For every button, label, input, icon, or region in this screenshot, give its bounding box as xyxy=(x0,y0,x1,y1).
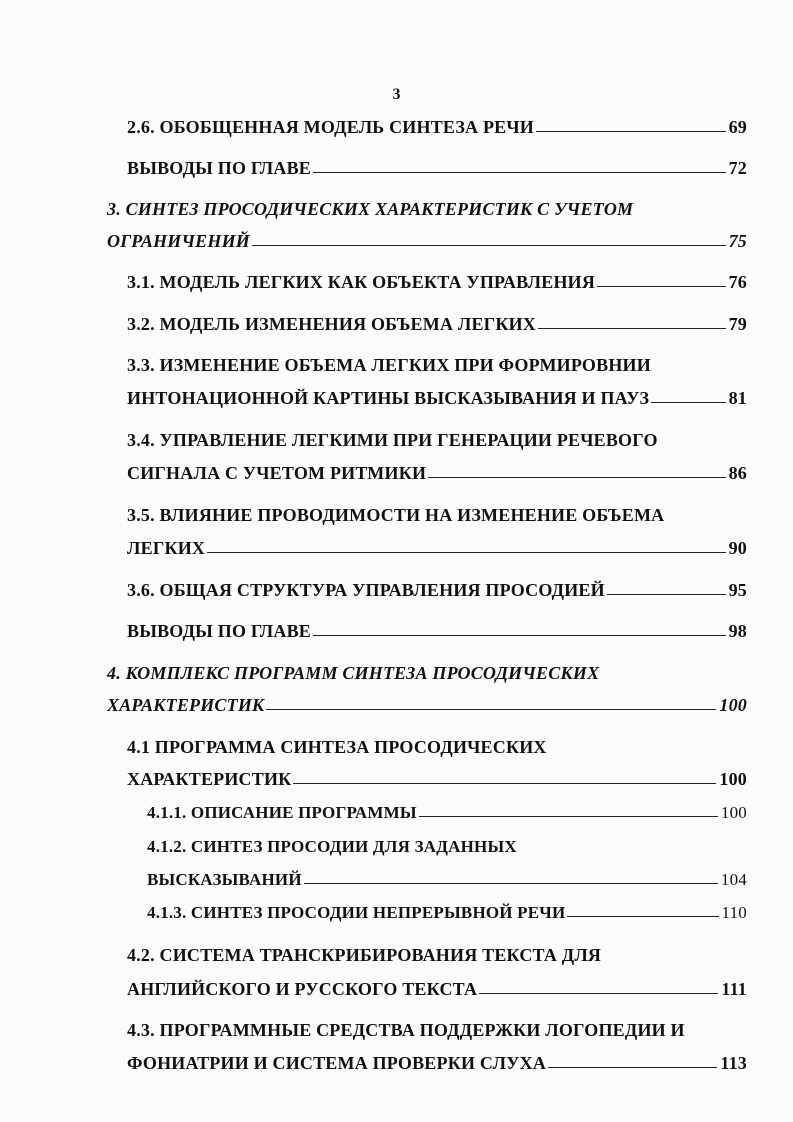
toc-entry-4-1-line1 xyxy=(127,737,547,758)
toc-leader xyxy=(313,635,726,636)
toc-leader xyxy=(252,245,726,246)
toc-leader xyxy=(597,286,726,287)
toc-leader xyxy=(304,883,718,884)
toc-leader xyxy=(607,594,726,595)
toc-entry-chapter-4-line1 xyxy=(107,663,599,684)
toc-entry-3-1 xyxy=(127,272,747,293)
toc-entry-4-3 xyxy=(127,1053,747,1074)
toc-entry-3-4 xyxy=(127,463,747,484)
toc-entry-title: ВЫВОДЫ ПО ГЛАВЕ xyxy=(127,621,312,641)
toc-entry-3-3 xyxy=(127,388,747,409)
toc-entry-conclusions-2 xyxy=(127,158,747,179)
toc-page-number: 79 xyxy=(728,314,747,334)
toc-entry-3-6 xyxy=(127,580,747,601)
toc-page-number: 113 xyxy=(720,1053,747,1073)
toc-leader xyxy=(536,131,726,132)
toc-entry-4-1-2-line1 xyxy=(147,837,517,857)
toc-page-number: 95 xyxy=(728,580,747,600)
toc-entry-title-cont: АНГЛИЙСКОГО И РУССКОГО ТЕКСТА xyxy=(127,979,478,999)
toc-leader xyxy=(419,816,718,817)
toc-page-number: 100 xyxy=(719,769,747,789)
toc-leader xyxy=(293,783,716,784)
toc-entry-title-cont: ХАРАКТЕРИСТИК xyxy=(127,769,292,789)
toc-page-number: 111 xyxy=(721,979,747,999)
toc-entry-2-6 xyxy=(127,117,747,138)
toc-leader xyxy=(266,709,716,710)
toc-page-number: 90 xyxy=(728,538,747,558)
toc-entry-3-2 xyxy=(127,314,747,335)
toc-page-number: 86 xyxy=(728,463,747,483)
toc-entry-title-cont: ОГРАНИЧЕНИЙ xyxy=(107,231,250,251)
toc-entry-title-cont: ЛЕГКИХ xyxy=(127,538,206,558)
toc-page-number: 75 xyxy=(728,231,747,251)
toc-page-number: 98 xyxy=(728,621,747,641)
toc-entry-title-cont: СИГНАЛА С УЧЕТОМ РИТМИКИ xyxy=(127,463,427,483)
toc-entry-title: 4.1.3. СИНТЕЗ ПРОСОДИИ НЕПРЕРЫВНОЙ РЕЧИ xyxy=(147,903,566,922)
toc-entry-4-1-3 xyxy=(147,903,747,923)
page-number: 3 xyxy=(392,86,401,103)
toc-entry-4-3-line1 xyxy=(127,1020,685,1041)
toc-page-number: 69 xyxy=(728,117,747,137)
toc-leader xyxy=(548,1067,717,1068)
toc-entry-title: 3.4. УПРАВЛЕНИЕ ЛЕГКИМИ ПРИ ГЕНЕРАЦИИ РЕЧЕВОГО xyxy=(127,430,658,450)
toc-entry-title: 4.2. СИСТЕМА ТРАНСКРИБИРОВАНИЯ ТЕКСТА ДЛЯ xyxy=(127,945,602,965)
toc-entry-chapter-3 xyxy=(107,231,747,252)
toc-leader xyxy=(479,993,718,994)
toc-entry-title-cont: ИНТОНАЦИОННОЙ КАРТИНЫ ВЫСКАЗЫВАНИЯ И ПАУЗ xyxy=(127,388,650,408)
toc-entry-3-4-line1 xyxy=(127,430,658,451)
toc-entry-title: 3.1. МОДЕЛЬ ЛЕГКИХ КАК ОБЪЕКТА УПРАВЛЕНИЯ xyxy=(127,272,596,292)
toc-entry-title: 4.3. ПРОГРАММНЫЕ СРЕДСТВА ПОДДЕРЖКИ ЛОГОПЕДИИ И xyxy=(127,1020,685,1040)
toc-page-number: 81 xyxy=(728,388,747,408)
toc-entry-title-cont: ВЫСКАЗЫВАНИЙ xyxy=(147,870,302,889)
toc-entry-3-5-line1 xyxy=(127,505,664,526)
toc-entry-title: 4. КОМПЛЕКС ПРОГРАММ СИНТЕЗА ПРОСОДИЧЕСКИХ xyxy=(107,663,600,683)
toc-entry-3-5 xyxy=(127,538,747,559)
toc-entry-3-3-line1 xyxy=(127,355,651,376)
toc-entry-title: 4.1 ПРОГРАММА СИНТЕЗА ПРОСОДИЧЕСКИХ xyxy=(127,737,547,757)
toc-entry-title: 2.6. ОБОБЩЕННАЯ МОДЕЛЬ СИНТЕЗА РЕЧИ xyxy=(127,117,534,137)
toc-entry-chapter-3-line1 xyxy=(107,199,633,220)
toc-leader xyxy=(207,552,725,553)
toc-leader xyxy=(538,328,726,329)
toc-entry-title: 3.3. ИЗМЕНЕНИЕ ОБЪЕМА ЛЕГКИХ ПРИ ФОРМИРОВНИИ xyxy=(127,355,651,375)
toc-entry-4-2-line1 xyxy=(127,945,601,966)
toc-page-number: 72 xyxy=(728,158,747,178)
toc-page-number: 110 xyxy=(721,903,747,922)
toc-entry-title: ВЫВОДЫ ПО ГЛАВЕ xyxy=(127,158,312,178)
toc-leader xyxy=(428,477,725,478)
toc-entry-title-cont: ФОНИАТРИИ И СИСТЕМА ПРОВЕРКИ СЛУХА xyxy=(127,1053,547,1073)
toc-entry-4-1-1 xyxy=(147,803,747,823)
toc-entry-title: 3.5. ВЛИЯНИЕ ПРОВОДИМОСТИ НА ИЗМЕНЕНИЕ ОБЪЕМА xyxy=(127,505,665,525)
toc-entry-4-1-2 xyxy=(147,870,747,890)
toc-entry-title: 3. СИНТЕЗ ПРОСОДИЧЕСКИХ ХАРАКТЕРИСТИК С УЧЕТОМ xyxy=(107,199,634,219)
toc-entry-title: 4.1.1. ОПИСАНИЕ ПРОГРАММЫ xyxy=(147,803,417,822)
toc-page-number: 100 xyxy=(719,695,747,715)
toc-entry-conclusions-3 xyxy=(127,621,747,642)
toc-entry-title: 3.2. МОДЕЛЬ ИЗМЕНЕНИЯ ОБЪЕМА ЛЕГКИХ xyxy=(127,314,536,334)
toc-leader xyxy=(313,172,726,173)
toc-entry-title: 3.6. ОБЩАЯ СТРУКТУРА УПРАВЛЕНИЯ ПРОСОДИЕЙ xyxy=(127,580,605,600)
toc-entry-title-cont: ХАРАКТЕРИСТИК xyxy=(107,695,265,715)
toc-entry-chapter-4 xyxy=(107,695,747,716)
toc-page-number: 76 xyxy=(728,272,747,292)
toc-entry-4-1 xyxy=(127,769,747,790)
toc-leader xyxy=(567,916,718,917)
toc-entry-title: 4.1.2. СИНТЕЗ ПРОСОДИИ ДЛЯ ЗАДАННЫХ xyxy=(147,837,517,856)
toc-page-number: 100 xyxy=(720,803,747,822)
toc-page-number: 104 xyxy=(720,870,747,889)
toc-leader xyxy=(651,402,725,403)
toc-entry-4-2 xyxy=(127,979,747,1000)
